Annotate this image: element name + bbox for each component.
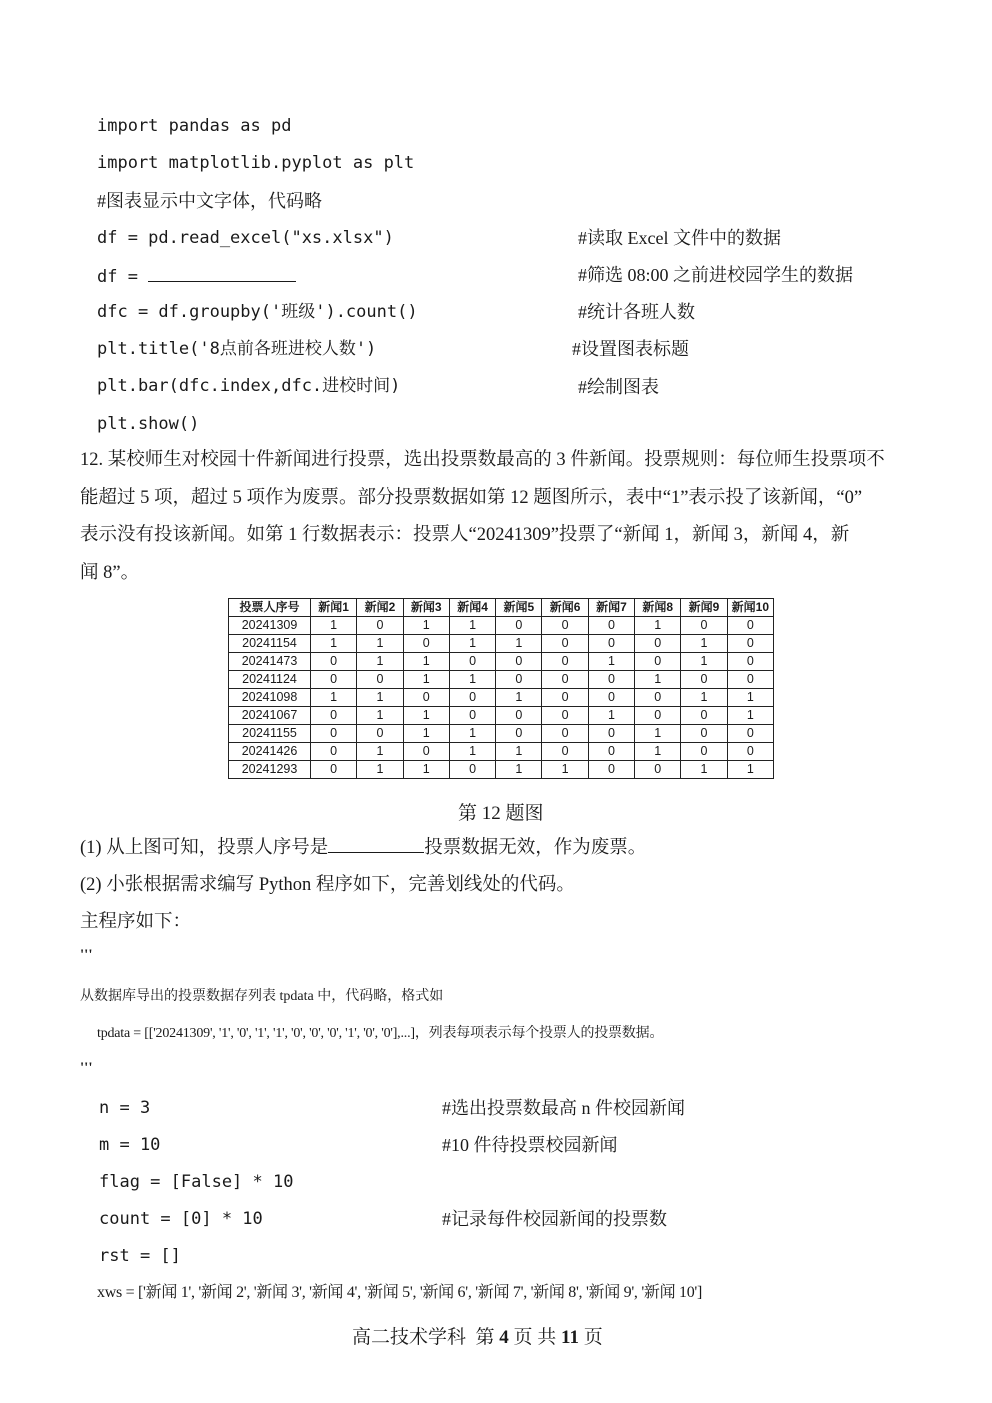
vote-cell: 0 bbox=[635, 689, 681, 707]
code-comment: #读取 Excel 文件中的数据 bbox=[578, 228, 781, 248]
vote-cell: 0 bbox=[588, 743, 634, 761]
vote-cell: 0 bbox=[681, 725, 727, 743]
vote-cell: 0 bbox=[357, 671, 403, 689]
vote-cell: 1 bbox=[449, 743, 495, 761]
vote-cell: 0 bbox=[542, 689, 588, 707]
vote-cell: 0 bbox=[311, 671, 357, 689]
table-row bbox=[229, 635, 774, 653]
vote-cell: 0 bbox=[542, 725, 588, 743]
vote-cell: 1 bbox=[496, 635, 542, 653]
column-header: 新闻7 bbox=[588, 599, 634, 617]
code-line: m = 10 bbox=[99, 1135, 161, 1155]
vote-cell: 1 bbox=[588, 653, 634, 671]
vote-cell: 1 bbox=[681, 653, 727, 671]
vote-cell: 0 bbox=[681, 743, 727, 761]
code-comment: #记录每件校园新闻的投票数 bbox=[442, 1209, 667, 1229]
vote-cell: 0 bbox=[542, 671, 588, 689]
code-line: df = pd.read_excel("xs.xlsx") bbox=[97, 228, 394, 248]
table-header-row bbox=[229, 599, 774, 617]
vote-cell: 1 bbox=[403, 761, 449, 779]
vote-cell: 1 bbox=[635, 671, 681, 689]
footer-page-number: 4 bbox=[499, 1327, 509, 1348]
docstring-text: 从数据库导出的投票数据存列表 tpdata 中，代码略，格式如 bbox=[80, 989, 444, 1004]
footer-page-total: 11 bbox=[561, 1327, 579, 1348]
code-line-blank bbox=[97, 267, 296, 286]
column-header: 新闻2 bbox=[357, 599, 403, 617]
vote-cell: 0 bbox=[588, 761, 634, 779]
vote-cell: 0 bbox=[403, 635, 449, 653]
column-header: 新闻9 bbox=[681, 599, 727, 617]
column-header: 投票人序号 bbox=[229, 599, 311, 617]
code-line: dfc = df.groupby('班级').count() bbox=[97, 302, 418, 322]
column-header: 新闻10 bbox=[727, 599, 773, 617]
code-line: rst = [] bbox=[99, 1246, 181, 1266]
vote-cell: 1 bbox=[403, 707, 449, 725]
code-comment: #统计各班人数 bbox=[578, 302, 695, 322]
footer-subject: 高二技术学科 bbox=[352, 1327, 467, 1348]
vote-cell: 1 bbox=[311, 689, 357, 707]
table-row bbox=[229, 671, 774, 689]
voter-id-cell: 20241426 bbox=[229, 743, 311, 761]
subquestion-1-before: (1) 从上图可知，投票人序号是 bbox=[80, 838, 329, 858]
main-program-label: 主程序如下： bbox=[80, 912, 192, 932]
vote-cell: 0 bbox=[496, 671, 542, 689]
vote-cell: 1 bbox=[357, 761, 403, 779]
column-header: 新闻3 bbox=[403, 599, 449, 617]
vote-cell: 1 bbox=[635, 617, 681, 635]
footer-page-label: 页 共 bbox=[513, 1327, 557, 1348]
vote-cell: 0 bbox=[681, 707, 727, 725]
vote-cell: 1 bbox=[727, 689, 773, 707]
vote-cell: 0 bbox=[403, 689, 449, 707]
vote-cell: 0 bbox=[542, 617, 588, 635]
table-row bbox=[229, 761, 774, 779]
vote-cell: 1 bbox=[357, 743, 403, 761]
vote-cell: 1 bbox=[449, 671, 495, 689]
vote-cell: 1 bbox=[403, 671, 449, 689]
voter-id-cell: 20241473 bbox=[229, 653, 311, 671]
code-line: import matplotlib.pyplot as plt bbox=[97, 153, 415, 173]
code-comment: #图表显示中文字体，代码略 bbox=[97, 191, 322, 211]
code-line: plt.title('8点前各班进校人数') bbox=[97, 339, 377, 359]
vote-cell: 0 bbox=[357, 725, 403, 743]
vote-cell: 0 bbox=[727, 743, 773, 761]
table-row bbox=[229, 617, 774, 635]
vote-cell: 1 bbox=[449, 725, 495, 743]
column-header: 新闻8 bbox=[635, 599, 681, 617]
code-line: plt.show() bbox=[97, 414, 200, 434]
voter-id-cell: 20241154 bbox=[229, 635, 311, 653]
code-line: xws = ['新闻 1', '新闻 2', '新闻 3', '新闻 4', '新闻 5', '新闻 6', '新闻 7', '新闻 8', '新闻 9', '新闻 10'] bbox=[97, 1284, 703, 1301]
voter-id-cell: 20241155 bbox=[229, 725, 311, 743]
column-header: 新闻1 bbox=[311, 599, 357, 617]
footer-page-label: 页 bbox=[583, 1327, 603, 1348]
vote-cell: 1 bbox=[357, 689, 403, 707]
vote-cell: 1 bbox=[311, 617, 357, 635]
code-comment: #绘制图表 bbox=[578, 377, 659, 397]
vote-cell: 1 bbox=[588, 707, 634, 725]
figure-caption: 第 12 题图 bbox=[458, 803, 544, 824]
voter-id-cell: 20241124 bbox=[229, 671, 311, 689]
column-header: 新闻6 bbox=[542, 599, 588, 617]
vote-cell: 0 bbox=[635, 653, 681, 671]
vote-cell: 1 bbox=[403, 653, 449, 671]
vote-cell: 0 bbox=[727, 671, 773, 689]
table-body bbox=[229, 617, 774, 779]
vote-cell: 0 bbox=[311, 653, 357, 671]
vote-cell: 1 bbox=[496, 761, 542, 779]
vote-cell: 0 bbox=[403, 743, 449, 761]
footer-page-label: 第 bbox=[475, 1327, 495, 1348]
voter-id-cell: 20241309 bbox=[229, 617, 311, 635]
code-comment: #选出投票数最高 n 件校园新闻 bbox=[442, 1098, 685, 1118]
vote-cell: 0 bbox=[542, 743, 588, 761]
table-row bbox=[229, 725, 774, 743]
vote-cell: 0 bbox=[449, 689, 495, 707]
column-header: 新闻5 bbox=[496, 599, 542, 617]
table-row bbox=[229, 653, 774, 671]
vote-cell: 0 bbox=[635, 635, 681, 653]
vote-cell: 0 bbox=[449, 761, 495, 779]
vote-cell: 0 bbox=[357, 617, 403, 635]
vote-cell: 0 bbox=[681, 617, 727, 635]
vote-cell: 0 bbox=[727, 725, 773, 743]
question-text: 能超过 5 项，超过 5 项作为废票。部分投票数据如第 12 题图所示，表中“1”表示投了该新闻，“0” bbox=[80, 488, 863, 508]
vote-cell: 0 bbox=[727, 617, 773, 635]
answer-blank[interactable] bbox=[148, 267, 296, 282]
vote-cell: 0 bbox=[311, 761, 357, 779]
vote-cell: 1 bbox=[449, 635, 495, 653]
column-header: 新闻4 bbox=[449, 599, 495, 617]
voter-id-cell: 20241293 bbox=[229, 761, 311, 779]
subquestion-2: (2) 小张根据需求编写 Python 程序如下，完善划线处的代码。 bbox=[80, 875, 575, 895]
vote-cell: 0 bbox=[311, 743, 357, 761]
code-comment: #10 件待投票校园新闻 bbox=[442, 1135, 618, 1155]
code-comment: #设置图表标题 bbox=[572, 339, 689, 359]
vote-cell: 0 bbox=[542, 635, 588, 653]
code-line: import pandas as pd bbox=[97, 116, 292, 136]
vote-cell: 0 bbox=[588, 635, 634, 653]
code-line: count = [0] * 10 bbox=[99, 1209, 263, 1229]
code-line: n = 3 bbox=[99, 1098, 151, 1118]
vote-cell: 1 bbox=[357, 635, 403, 653]
question-text: 表示没有投该新闻。如第 1 行数据表示：投票人“20241309”投票了“新闻 1，新闻 3，新闻 4，新 bbox=[80, 525, 850, 545]
code-line: flag = [False] * 10 bbox=[99, 1172, 294, 1192]
vote-cell: 0 bbox=[311, 707, 357, 725]
vote-cell: 1 bbox=[311, 635, 357, 653]
vote-cell: 0 bbox=[588, 617, 634, 635]
vote-cell: 0 bbox=[449, 653, 495, 671]
table-row bbox=[229, 707, 774, 725]
vote-cell: 0 bbox=[588, 689, 634, 707]
docstring-quote: ''' bbox=[80, 1060, 93, 1076]
page-footer bbox=[352, 1322, 603, 1349]
code-text: df = bbox=[97, 267, 149, 287]
vote-cell: 0 bbox=[635, 761, 681, 779]
voter-id-cell: 20241098 bbox=[229, 689, 311, 707]
vote-cell: 0 bbox=[496, 617, 542, 635]
vote-cell: 1 bbox=[727, 761, 773, 779]
vote-cell: 0 bbox=[496, 725, 542, 743]
vote-cell: 1 bbox=[681, 635, 727, 653]
code-comment: #筛选 08:00 之前进校园学生的数据 bbox=[578, 265, 853, 285]
vote-cell: 0 bbox=[542, 653, 588, 671]
vote-cell: 1 bbox=[449, 617, 495, 635]
voter-id-cell: 20241067 bbox=[229, 707, 311, 725]
vote-cell: 1 bbox=[635, 725, 681, 743]
docstring-quote: ''' bbox=[80, 947, 93, 963]
vote-cell: 1 bbox=[727, 707, 773, 725]
vote-cell: 1 bbox=[681, 689, 727, 707]
vote-cell: 0 bbox=[727, 635, 773, 653]
question-text: 闻 8”。 bbox=[80, 563, 140, 583]
vote-cell: 1 bbox=[496, 689, 542, 707]
vote-cell: 0 bbox=[727, 653, 773, 671]
vote-cell: 1 bbox=[403, 725, 449, 743]
subquestion-1-after: 投票数据无效，作为废票。 bbox=[424, 838, 647, 858]
vote-cell: 0 bbox=[449, 707, 495, 725]
subquestion-1 bbox=[80, 838, 646, 858]
docstring-text: tpdata = [['20241309', '1', '0', '1', '1', '0', '0', '0', '1', '0', '0'],...]，列表每项表示每个投票人的投票数据。 bbox=[97, 1026, 664, 1041]
table-row bbox=[229, 743, 774, 761]
vote-cell: 0 bbox=[496, 707, 542, 725]
vote-cell: 1 bbox=[357, 707, 403, 725]
vote-cell: 0 bbox=[681, 671, 727, 689]
vote-cell: 1 bbox=[635, 743, 681, 761]
vote-cell: 1 bbox=[542, 761, 588, 779]
answer-blank[interactable] bbox=[328, 838, 424, 853]
vote-cell: 1 bbox=[496, 743, 542, 761]
vote-cell: 0 bbox=[588, 725, 634, 743]
vote-cell: 0 bbox=[311, 725, 357, 743]
vote-cell: 1 bbox=[403, 617, 449, 635]
vote-cell: 1 bbox=[681, 761, 727, 779]
vote-cell: 0 bbox=[635, 707, 681, 725]
vote-cell: 0 bbox=[542, 707, 588, 725]
vote-cell: 1 bbox=[357, 653, 403, 671]
vote-table bbox=[228, 598, 774, 779]
vote-cell: 0 bbox=[496, 653, 542, 671]
question-text: 12. 某校师生对校园十件新闻进行投票，选出投票数最高的 3 件新闻。投票规则：每位师生投票项不 bbox=[80, 450, 885, 470]
vote-cell: 0 bbox=[588, 671, 634, 689]
table-row bbox=[229, 689, 774, 707]
code-line: plt.bar(dfc.index,dfc.进校时间) bbox=[97, 376, 401, 396]
